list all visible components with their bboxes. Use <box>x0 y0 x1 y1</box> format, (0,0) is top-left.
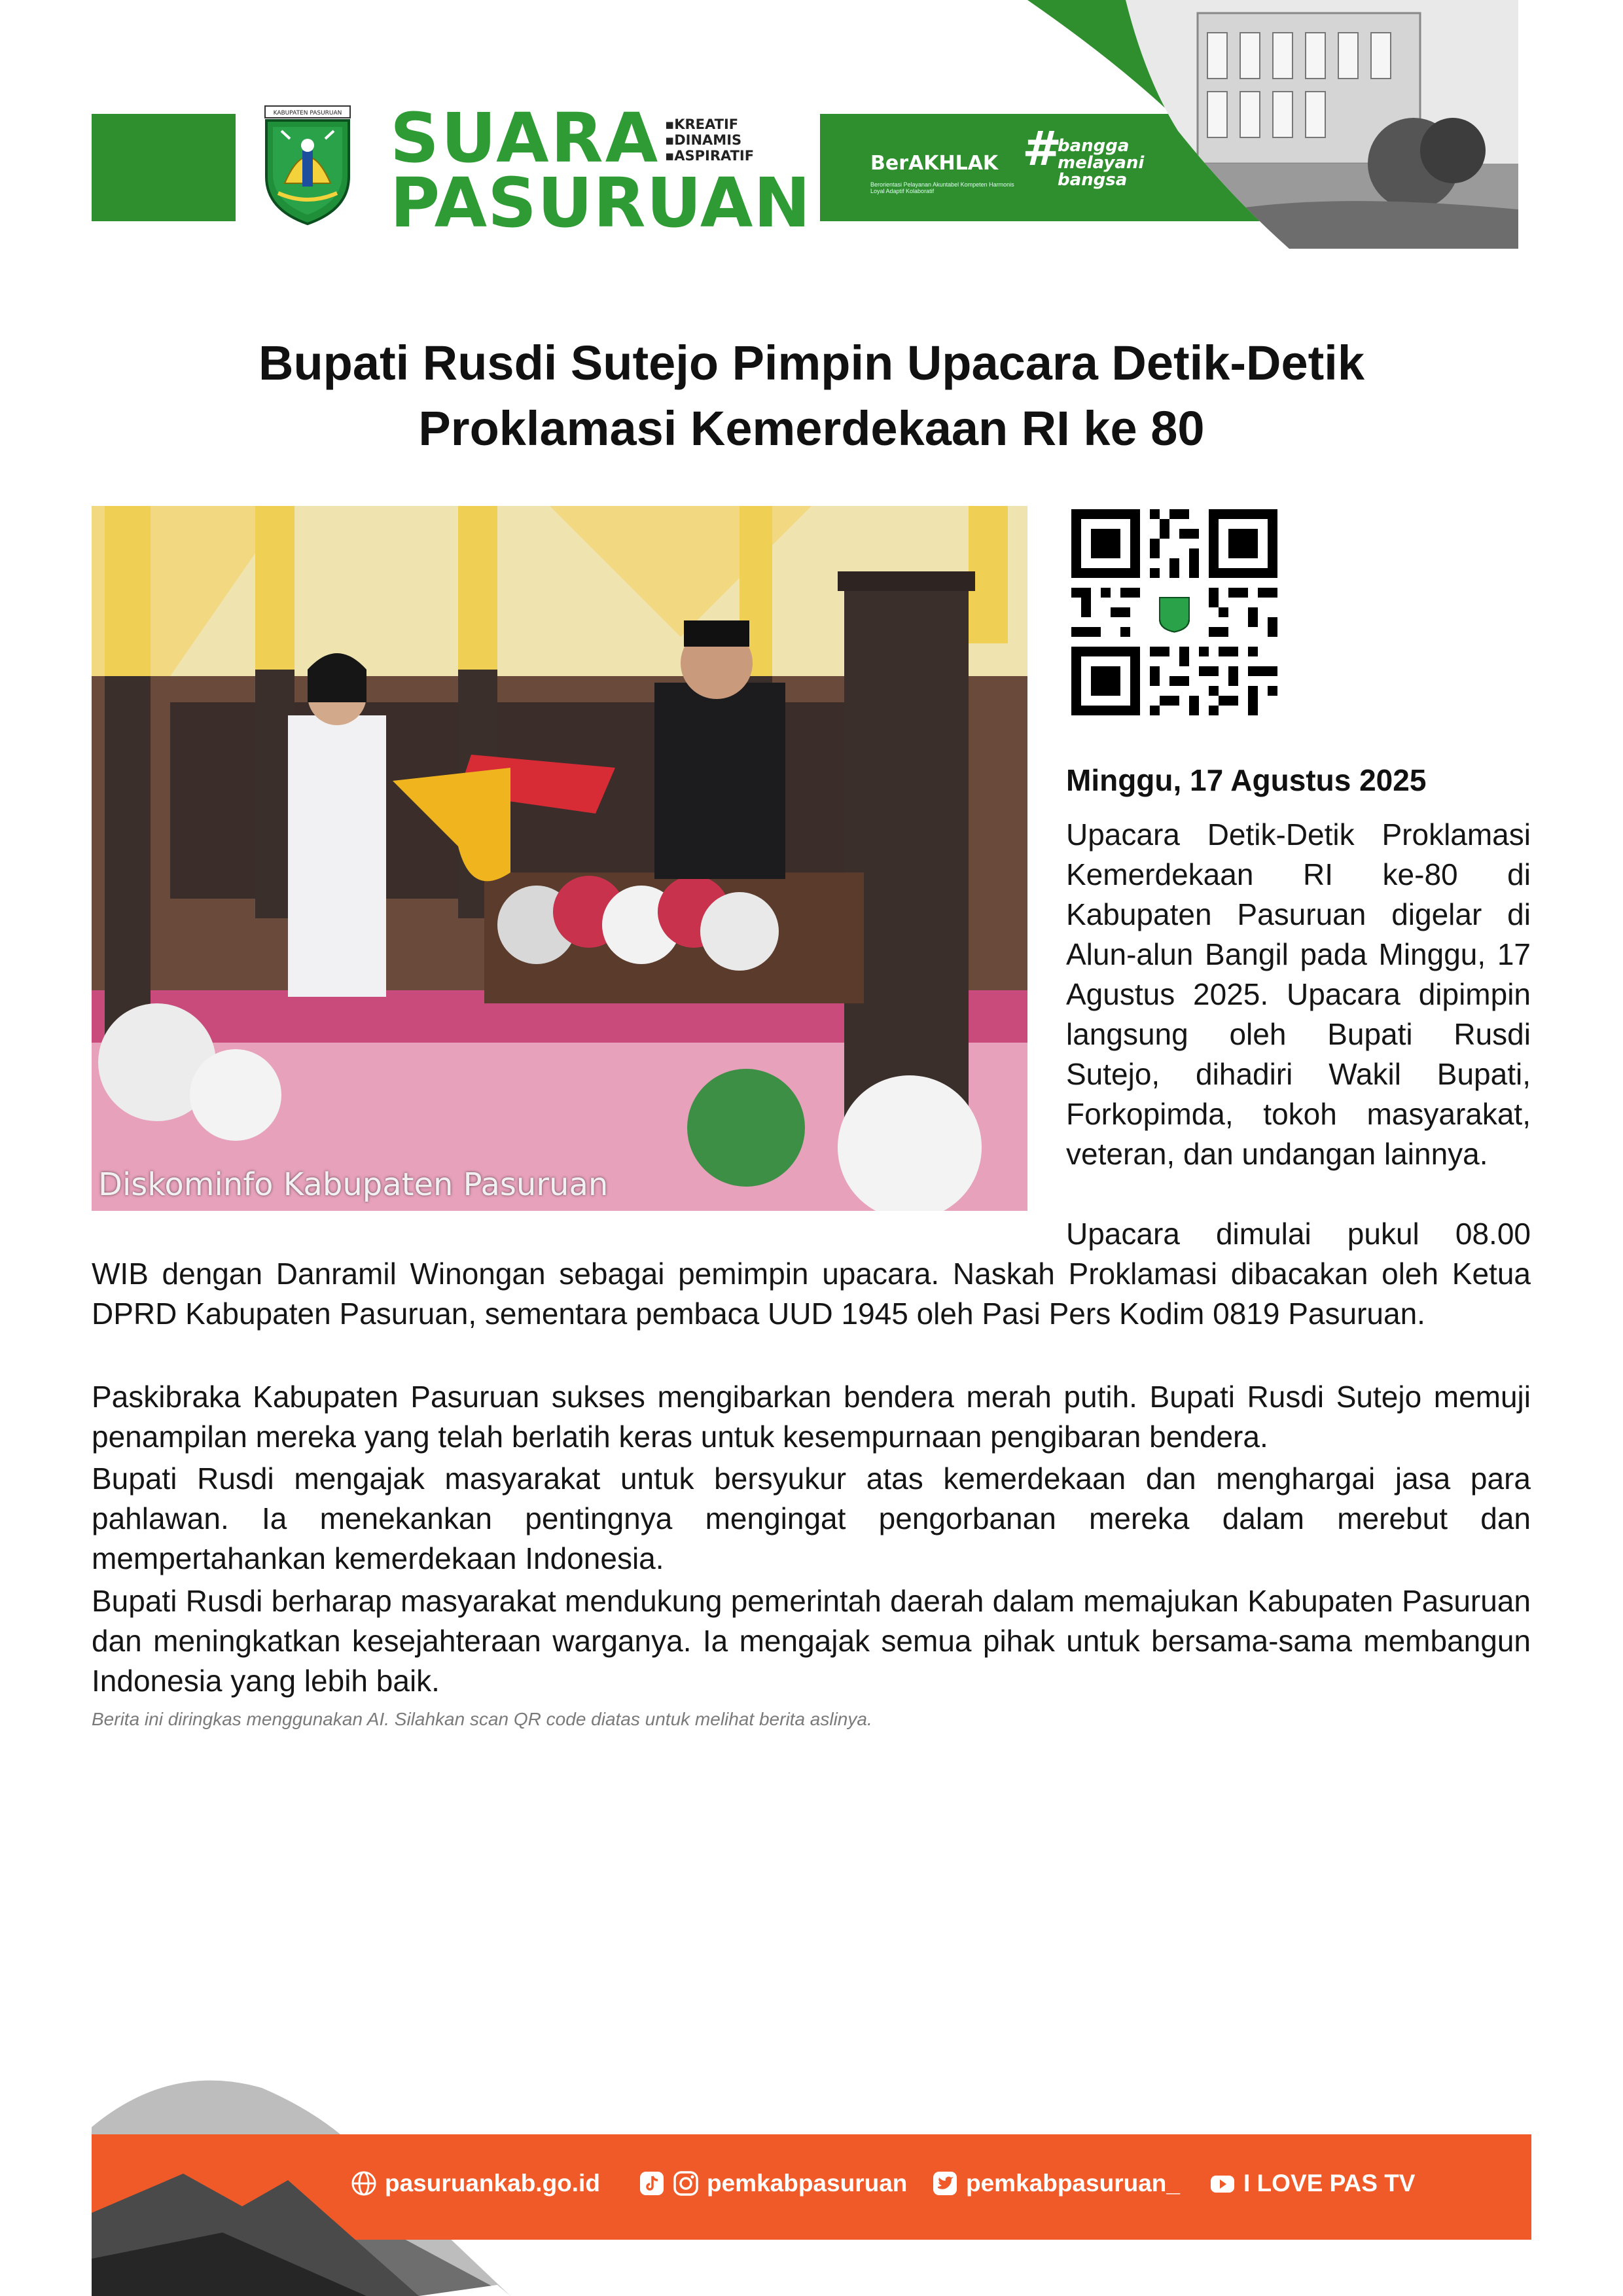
photo-credit: Diskominfo Kabupaten Pasuruan <box>98 1166 609 1203</box>
berakhlak-logo: BerAKHLAK <box>870 152 999 175</box>
twitter-icon <box>932 2170 958 2197</box>
ceremony-photo <box>92 506 1027 1211</box>
tiktok-icon <box>639 2170 665 2197</box>
pasuruan-regency-logo <box>259 105 357 226</box>
footer-website-text: pasuruankab.go.id <box>385 2170 600 2197</box>
paragraph-2-start: Upacara dimulai pukul 08.00 <box>1066 1217 1531 1251</box>
footer-instagram-link[interactable] <box>639 2170 907 2197</box>
header-green-bar-left <box>92 114 236 221</box>
footer-instagram-text: pemkabpasuruan <box>707 2170 908 2197</box>
footer-youtube-link[interactable] <box>1209 2170 1415 2197</box>
footer-twitter-text: pemkabpasuruan_ <box>966 2170 1180 2197</box>
ai-summary-note: Berita ini diringkas menggunakan AI. Silahkan scan QR code diatas untuk melihat berita aslinya. <box>92 1709 872 1729</box>
qr-code[interactable] <box>1071 509 1277 715</box>
footer-youtube-text: I LOVE PAS TV <box>1243 2170 1416 2197</box>
hashtag-icon: # <box>1022 121 1062 176</box>
bangga-word: bangga <box>1058 136 1130 156</box>
article-date: Minggu, 17 Agustus 2025 <box>1066 763 1427 797</box>
paragraph-2-rest: WIB dengan Danramil Winongan sebagai pemimpin upacara. Naskah Proklamasi dibacakan oleh Ketua DPRD Kabupaten Pasuruan, sementara pembaca UUD 1945 oleh Pasi Pers Kodim 0819 Pasuruan. <box>92 1257 1531 1331</box>
berakhlak-caption: Berorientasi Pelayanan Akuntabel Kompeten Harmonis Loyal Adaptif Kolaboratif <box>870 181 1014 194</box>
logo-caption: KABUPATEN PASURUAN <box>273 110 342 117</box>
paragraph-3: Paskibraka Kabupaten Pasuruan sukses mengibarkan bendera merah putih. Bupati Rusdi Sutejo memuji penampilan mereka yang telah berlatih keras untuk kesempurnaan pengibaran bendera. <box>92 1380 1531 1454</box>
brand-tagline <box>665 117 783 164</box>
tagline-item: ▪ DINAMIS <box>665 132 783 148</box>
bangga-word: bangsa <box>1058 170 1128 190</box>
tagline-item: ▪ KREATIF <box>665 117 783 132</box>
ceremony-photo-illustration <box>92 506 1027 1211</box>
footer-website-link[interactable] <box>351 2170 600 2197</box>
header-building-illustration <box>982 0 1623 249</box>
paragraph-1: Upacara Detik-Detik Proklamasi Kemerdekaan RI ke-80 di Kabupaten Pasuruan digelar di Alun-alun Bangil pada Minggu, 17 Agustus 2025. Upacara dipimpin langsung oleh Bupati Rusdi Sutejo, dihadiri Wakil Bupati, Forkopimda, tokoh masyarakat, veteran, dan undangan lainnya. <box>1066 817 1531 1171</box>
paragraph-5: Bupati Rusdi berharap masyarakat mendukung pemerintah daerah dalam memajukan Kabupaten Pasuruan dan meningkatkan kesejahteraan warganya. Ia mengajak semua pihak untuk bersama-sama membangun Indonesia yang lebih baik. <box>92 1584 1531 1698</box>
brand-line-1: SUARA <box>390 98 660 178</box>
title-line-1: Bupati Rusdi Sutejo Pimpin Upacara Detik-Detik <box>259 336 1364 390</box>
footer-mountain-overlay <box>92 2134 510 2296</box>
paragraph-4: Bupati Rusdi mengajak masyarakat untuk bersyukur atas kemerdekaan dan menghargai jasa para pahlawan. Ia menekankan pentingnya mengingat pengorbanan mereka dalam merebut dan mempertahankan kemerdekaan Indonesia. <box>92 1462 1531 1575</box>
article-title <box>92 331 1531 461</box>
brand-line-2: PASURUAN <box>390 162 812 243</box>
bangga-word: melayani <box>1058 153 1145 173</box>
footer-twitter-link[interactable] <box>932 2170 1180 2197</box>
tagline-item: ▪ ASPIRATIF <box>665 148 783 164</box>
globe-icon <box>351 2170 377 2197</box>
instagram-icon <box>673 2170 699 2197</box>
youtube-icon <box>1209 2170 1236 2197</box>
bangga-melayani-bangsa-logo <box>1022 121 1145 190</box>
title-line-2: Proklamasi Kemerdekaan RI ke 80 <box>418 401 1205 456</box>
